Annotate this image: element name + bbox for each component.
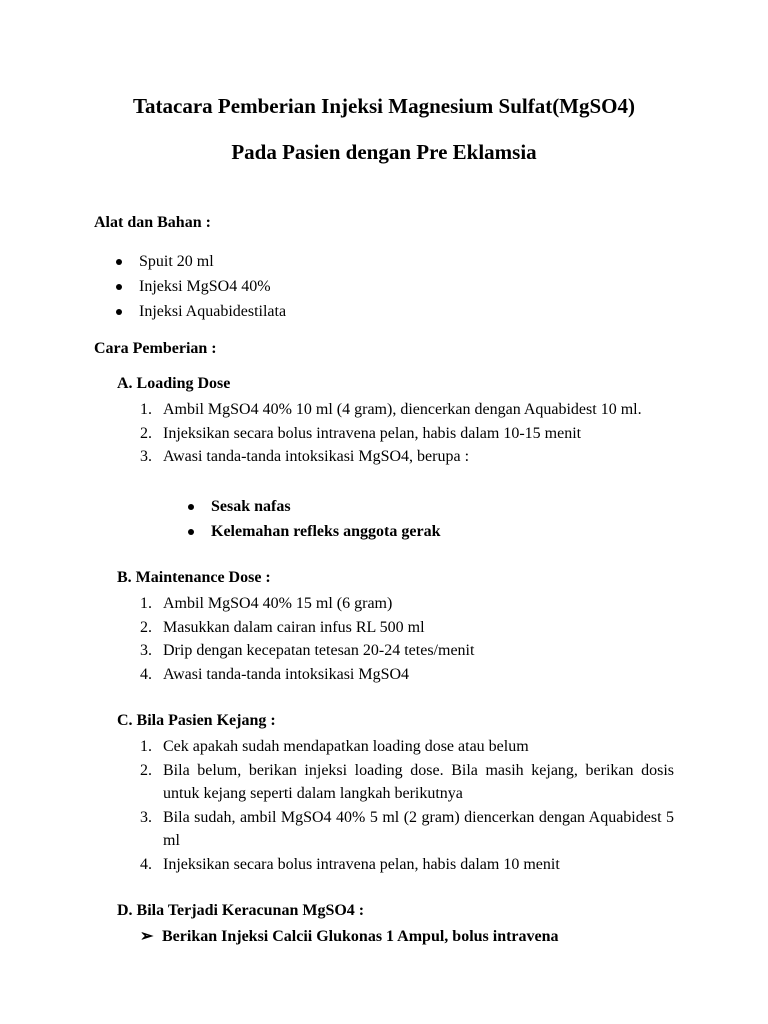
section-c-heading: C. Bila Pasien Kejang : (117, 712, 276, 729)
step-text: Awasi tanda-tanda intoksikasi MgSO4 (163, 665, 410, 683)
list-item (117, 639, 674, 663)
list-item (117, 422, 674, 446)
list-item (117, 592, 674, 616)
step-text: Masukkan dalam cairan infus RL 500 ml (163, 618, 425, 636)
step-number: 4. (140, 665, 152, 683)
document-subtitle: Pada Pasien dengan Pre Eklamsia (231, 140, 537, 164)
step-text: Bila sudah, ambil MgSO4 40% 5 ml (2 gram) diencerkan dengan Aquabidest 5 ml (163, 808, 674, 849)
step-text: Cek apakah sudah mendapatkan loading dose atau belum (163, 738, 529, 755)
step-text: Drip dengan kecepatan tetesan 20-24 tetes/menit (163, 642, 475, 659)
list-item (117, 398, 674, 422)
list-item: Injeksi MgSO4 40% (116, 274, 286, 299)
list-item (117, 759, 674, 806)
step-text: Ambil MgSO4 40% 15 ml (6 gram) (163, 595, 393, 612)
step-text: Ambil MgSO4 40% 10 ml (4 gram), diencerkan dengan Aquabidest 10 ml. (163, 401, 642, 418)
list-item (117, 806, 674, 853)
section-d-heading: D. Bila Terjadi Keracunan MgSO4 : (117, 902, 365, 919)
step-text: Injeksikan secara bolus intravena pelan, habis dalam 10 menit (163, 855, 560, 873)
alat-heading: Alat dan Bahan : (94, 214, 211, 231)
step-number: 1. (140, 595, 152, 612)
section-c-steps (117, 735, 674, 876)
step-number: 3. (140, 808, 152, 826)
section-d-item (140, 926, 559, 946)
intoxication-signs-list (188, 494, 440, 544)
step-text: Injeksikan secara bolus intravena pelan, habis dalam 10-15 menit (163, 424, 582, 442)
section-a-heading: A. Loading Dose (117, 375, 231, 392)
section-a-steps (117, 398, 674, 469)
list-item: Kelemahan refleks anggota gerak (188, 519, 440, 544)
step-number: 2. (140, 424, 152, 442)
step-text: Awasi tanda-tanda intoksikasi MgSO4, berupa : (163, 448, 470, 465)
list-item: Sesak nafas (188, 494, 440, 519)
list-item (117, 445, 674, 469)
list-item: Spuit 20 ml (116, 249, 286, 274)
list-item: Injeksi Aquabidestilata (116, 299, 286, 324)
list-item (117, 853, 674, 877)
list-item (117, 735, 674, 759)
step-number: 2. (140, 761, 152, 779)
step-number: 3. (140, 448, 152, 465)
list-item (117, 663, 674, 687)
arrow-bullet-icon: ➢ (140, 928, 154, 945)
step-number: 3. (140, 642, 152, 659)
alat-list (116, 249, 286, 324)
document-title: Tatacara Pemberian Injeksi Magnesium Sulfat(MgSO4) (132, 94, 636, 118)
step-text: Bila belum, berikan injeksi loading dose. Bila masih kejang, berikan dosis untuk kejang seperti dalam langkah berikutnya (163, 761, 674, 802)
section-b-steps (117, 592, 674, 686)
list-item (117, 616, 674, 640)
section-b-heading: B. Maintenance Dose : (117, 569, 271, 586)
step-number: 2. (140, 618, 152, 636)
step-number: 1. (140, 738, 152, 755)
step-number: 1. (140, 401, 152, 418)
cara-heading: Cara Pemberian : (94, 340, 217, 357)
step-number: 4. (140, 855, 152, 873)
item-text: Berikan Injeksi Calcii Glukonas 1 Ampul, bolus intravena (162, 928, 559, 945)
